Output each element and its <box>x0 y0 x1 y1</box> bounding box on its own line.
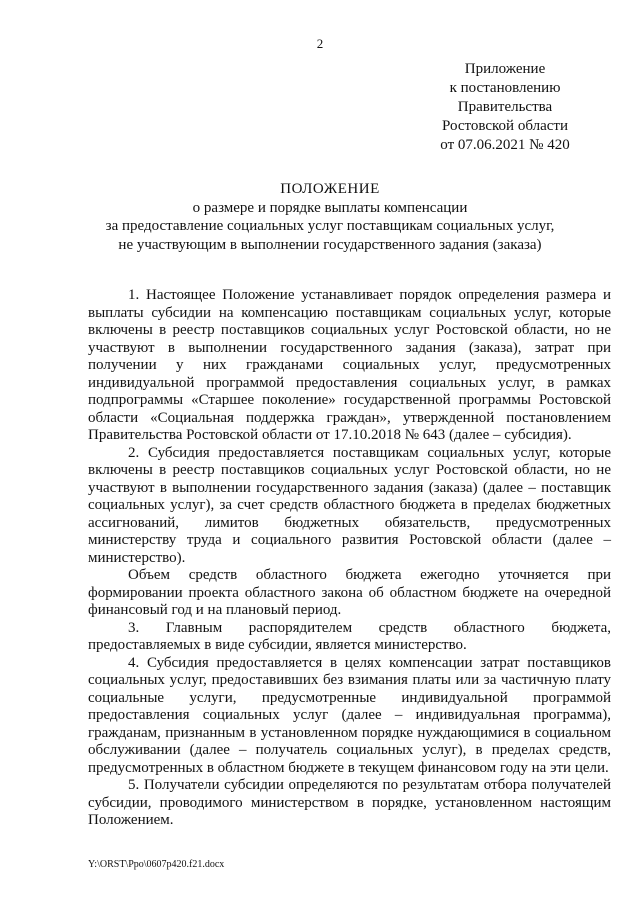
paragraph-1: 1. Настоящее Положение устанавливает порядок определения размера и выплаты субсидии на компенсацию поставщикам социальных услуг, которые включены в реестр поставщиков социальных услуг Ростовской области, но не участвуют в выполнении государственного задания (заказа), затрат при получении у них гражданами социальных услуг, предусмотренных индивидуальной программой предоставления социальных услуг, в рамках подпрограммы «Старшее поколение» государственной программы Ростовской области «Социальная поддержка граждан», утвержденной постановлением Правительства Ростовской области от 17.10.2018 № 643 (далее – субсидия). <box>88 287 611 443</box>
paragraph-3: 3. Главным распорядителем средств областного бюджета, предоставляемых в виде субсидии, является министерство. <box>88 619 611 653</box>
paragraph-2-budget: Объем средств областного бюджета ежегодно уточняется при формировании проекта областного закона об областном бюджете на очередной финансовый год и на плановый период. <box>88 567 611 618</box>
title-subtitle-line: о размере и порядке выплаты компенсации <box>192 199 468 216</box>
appendix-line: Правительства <box>457 99 553 115</box>
title-subtitle-line: не участвующим в выполнении государственного задания (заказа) <box>118 236 542 253</box>
page-number: 2 <box>316 36 324 51</box>
title-heading: ПОЛОЖЕНИЕ <box>280 181 380 197</box>
appendix-line: Ростовской области <box>442 118 568 134</box>
appendix-line: к постановлению <box>449 80 561 96</box>
appendix-line: от 07.06.2021 № 420 <box>440 137 570 153</box>
paragraph-4: 4. Субсидия предоставляется в целях компенсации затрат поставщиков социальных услуг, предоставивших без взимания платы или за частичную плату социальные услуги, предусмотренные индивидуальной программой предоставления социальных услуг (далее – индивидуальная программа), гражданам, признанным в установленном порядке нуждающимися в социальном обслуживании (далее – получатель социальных услуг), в пределах средств, предусмотренных в областном бюджете в текущем финансовом году на эти цели. <box>88 654 611 776</box>
paragraph-2: 2. Субсидия предоставляется поставщикам социальных услуг, которые включены в реестр поставщиков социальных услуг Ростовской области, но не участвуют в выполнении государственного задания (заказа) (далее – поставщик социальных услуг), за счет средств областного бюджета в пределах бюджетных ассигнований, лимитов бюджетных обязательств, предусмотренных министерству труда и социального развития Ростовской области (далее – министерство). <box>88 444 611 566</box>
paragraph-5: 5. Получатели субсидии определяются по результатам отбора получателей субсидии, проводимого министерством в порядке, установленном настоящим Положением. <box>88 777 611 828</box>
title-subtitle-line: за предоставление социальных услуг поставщикам социальных услуг, <box>105 218 555 234</box>
document-body <box>88 287 611 830</box>
appendix-block <box>410 60 600 155</box>
document-title <box>60 180 600 254</box>
appendix-line: Приложение <box>464 61 546 77</box>
file-path-footer: Y:\ORST\Ppo\0607p420.f21.docx <box>88 859 225 870</box>
